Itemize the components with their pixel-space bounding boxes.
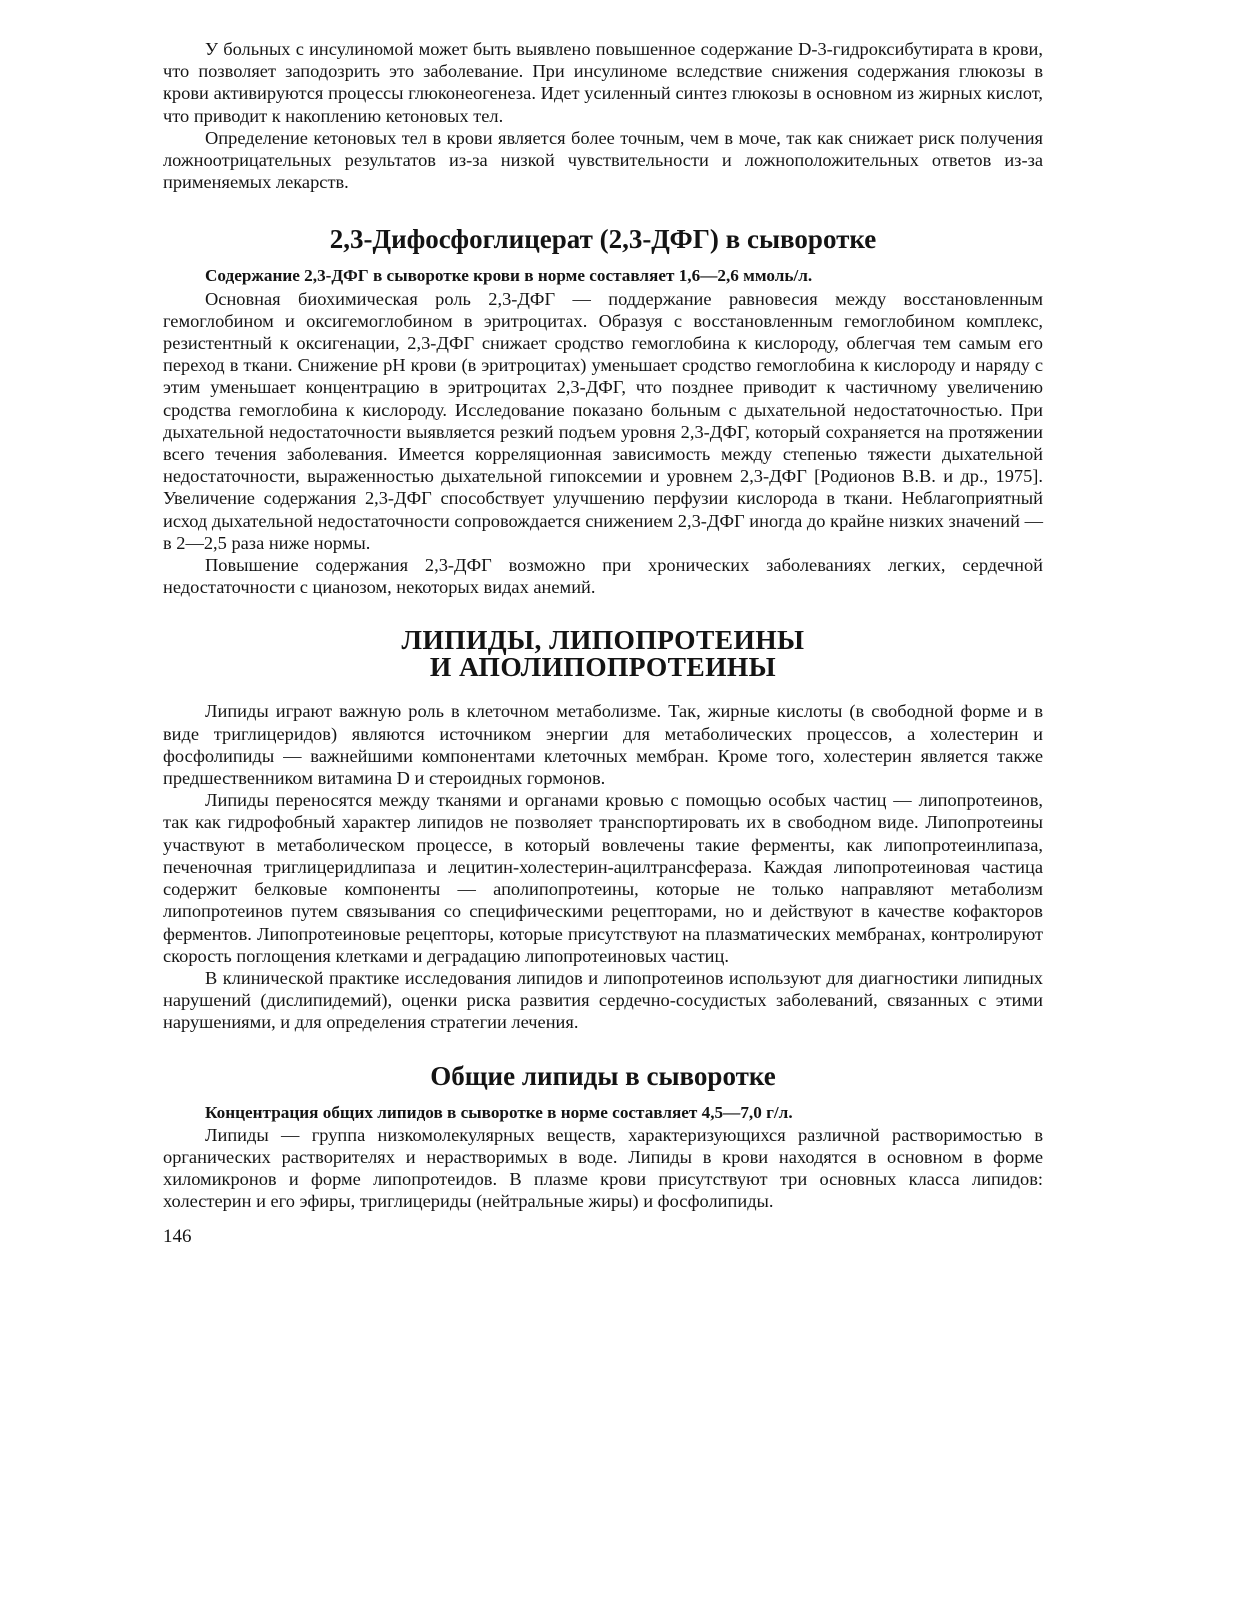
total-lipids-norm-statement: Концентрация общих липидов в сыворотке в норме составляет 4,5—7,0 г/л. [205, 1102, 793, 1122]
lipids-paragraph-1: Липиды играют важную роль в клеточном метаболизме. Так, жирные кислоты (в свободной форме и в виде триглицеридов) являются источником энергии для метаболических процессов, а холестерин и фосфолипиды — важнейшими компонентами клеточных мембран. Кроме того, холестерин является также предшественником витамина D и стероидных гормонов. [163, 701, 1043, 789]
chapter-heading-line-1: ЛИПИДЫ, ЛИПОПРОТЕИНЫ [401, 624, 805, 656]
intro-paragraph-1: У больных с инсулиномой может быть выявлено повышенное содержание D-3-гидроксибутирата в крови, что позволяет заподозрить это заболевание. При инсулиноме вследствие снижения содержания глюкозы в крови активируются процессы глюконеогенеза. Идет усиленный синтез глюкозы в основном из жирных кислот, что приводит к накоплению кетоновых тел. [163, 39, 1043, 126]
total-lipids-paragraph-1: Липиды — группа низкомолекулярных веществ, характеризующихся различной растворимостью в органических растворителях и нерастворимых в воде. Липиды в крови находятся в основном в форме хиломикронов и форме липопротеидов. В плазме крови присутствуют три основных класса липидов: холестерин и его эфиры, триглицериды (нейтральные жиры) и фосфолипиды. [163, 1124, 1043, 1212]
lipids-paragraph-2: Липиды переносятся между тканями и органами кровью с помощью особых частиц — липопротеинов, так как гидрофобный характер липидов не позволяет транспортировать их в свободном виде. Липопротеины участвуют в метаболическом процессе, в который вовлечены такие ферменты, как липопротеинлипаза, печеночная триглицеридлипаза и лецитин-холестерин-ацилтрансфераза. Каждая липопротеиновая частица содержит белковые компоненты — аполипопротеины, которые не только направляют метаболизм липопротеинов путем связывания со специфическими рецепторами, но и действуют в качестве кофакторов ферментов. Липопротеиновые рецепторы, которые присутствуют на плазматических мембранах, контролируют скорость поглощения клетками и деградацию липопротеиновых частиц. [163, 790, 1043, 966]
chapter-heading-lipids [163, 624, 1043, 683]
chapter-heading-line-2: И АПОЛИПОПРОТЕИНЫ [429, 651, 777, 683]
lipids-paragraph-3: В клинической практике исследования липидов и липопротеинов используют для диагностики липидных нарушений (дислипидемий), оценки риска развития сердечно-сосудистых заболеваний, связанных с этими нарушениями, и для определения стратегии лечения. [163, 967, 1043, 1033]
dfg-paragraph-1: Основная биохимическая роль 2,3-ДФГ — поддержание равновесия между восстановленным гемоглобином и оксигемоглобином в эритроцитах. Образуя с восстановленным гемоглобином комплекс, резистентный к оксигенации, 2,3-ДФГ снижает сродство гемоглобина к кислороду, облегчая тем самым его переход в ткани. Снижение pH крови (в эритроцитах) уменьшает сродство гемоглобина к кислороду и наряду с этим уменьшает концентрацию в эритроцитах 2,3-ДФГ, что позднее приводит к частичному увеличению сродства гемоглобина к кислороду. Исследование показано больным с дыхательной недостаточностью. При дыхательной недостаточности выявляется резкий подъем уровня 2,3-ДФГ, который сохраняется на протяжении всего течения заболевания. Имеется корреляционная зависимость между степенью тяжести дыхательной недостаточности, выраженностью дыхательной гипоксемии и уровнем 2,3-ДФГ [Родионов В.В. и др., 1975]. Увеличение содержания 2,3-ДФГ способствует улучшению перфузии кислорода в ткани. Неблагоприятный исход дыхательной недостаточности сопровождается снижением 2,3-ДФГ иногда до крайне низких значений — в 2—2,5 раза ниже нормы. [163, 288, 1043, 553]
intro-paragraph-2: Определение кетоновых тел в крови является более точным, чем в моче, так как снижает риск получения ложноотрицательных результатов из-за низкой чувствительности и ложноположительных ответов из-за применяемых лекарств. [163, 127, 1043, 193]
dfg-paragraph-2: Повышение содержания 2,3-ДФГ возможно при хронических заболеваниях легких, сердечной недостаточности с цианозом, некоторых видах анемий. [163, 555, 1043, 598]
section-heading-dfg: 2,3-Дифосфоглицерат (2,3-ДФГ) в сыворотке [329, 224, 877, 255]
page-number: 146 [163, 1225, 192, 1247]
dfg-norm-statement: Содержание 2,3-ДФГ в сыворотке крови в норме составляет 1,6—2,6 ммоль/л. [205, 266, 813, 286]
document-page [163, 38, 1043, 1249]
section-heading-total-lipids: Общие липиды в сыворотке [430, 1060, 776, 1091]
